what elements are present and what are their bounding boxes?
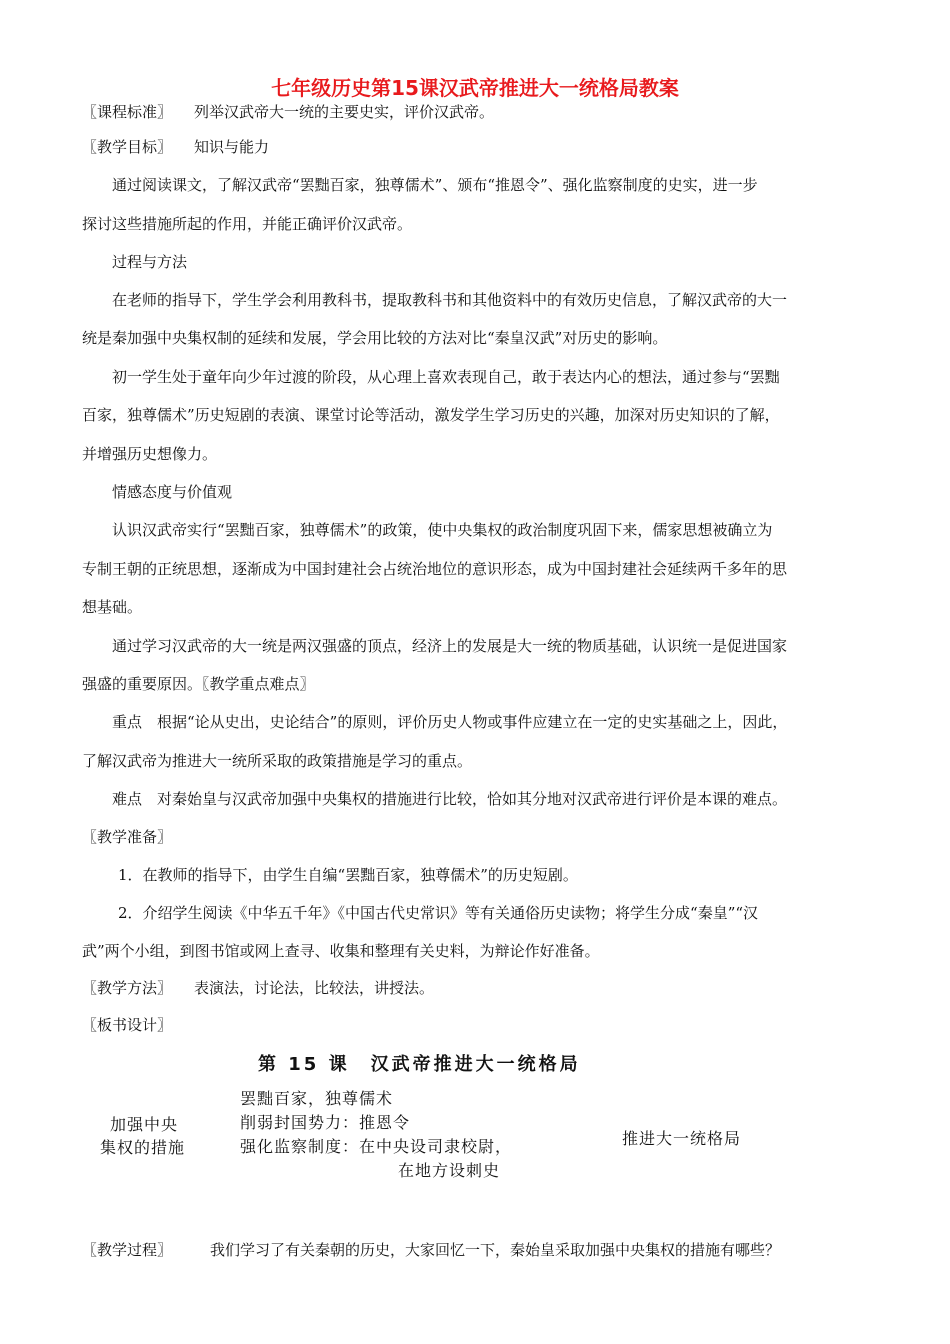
teaching-method-line [82, 977, 434, 999]
teaching-goals-tag: 〖教学目标〗 [82, 138, 173, 156]
paragraph-knowledge-line: 探讨这些措施所起的作用，并能正确评价汉武帝。 [82, 215, 413, 233]
paragraph-unity-line: 强盛的重要原因。〖教学重点难点〗 [82, 675, 315, 693]
board-left-label-line-2: 集权的措施 [100, 1138, 186, 1157]
preparation-item-1: 1．在教师的指导下，由学生自编“罢黜百家，独尊儒术”的历史短剧。 [118, 866, 578, 884]
preparation-item-2-line: 2．介绍学生阅读《中华五千年》《中国古代史常识》等有关通俗历史读物；将学生分成“秦皇”“汉 [118, 904, 759, 922]
teaching-method-text: 表演法，讨论法，比较法，讲授法。 [194, 979, 435, 997]
teaching-process-tag: 〖教学过程〗 [82, 1241, 173, 1259]
board-measure-1: 罢黜百家，独尊儒术 [240, 1089, 394, 1108]
board-design-tag: 〖板书设计〗 [82, 1016, 173, 1034]
paragraph-process-line: 在老师的指导下，学生学会利用教科书，提取教科书和其他资料中的有效历史信息，了解汉武帝的大一 [112, 291, 788, 309]
paragraph-unity-line: 通过学习汉武帝的大一统是两汉强盛的顶点，经济上的发展是大一统的物质基础，认识统一是促进国家 [112, 637, 788, 655]
paragraph-knowledge-line: 通过阅读课文，了解汉武帝“罢黜百家，独尊儒术”、颁布“推恩令”、强化监察制度的史实，进一步 [112, 176, 758, 194]
course-standard-text: 列举汉武帝大一统的主要史实，评价汉武帝。 [194, 103, 495, 121]
teaching-goals-line [82, 136, 269, 158]
paragraph-process-line: 统是秦加强中央集权制的延续和发展，学会用比较的方法对比“秦皇汉武”对历史的影响。 [82, 329, 668, 347]
paragraph-student-line: 初一学生处于童年向少年过渡的阶段，从心理上喜欢表现自己，敢于表达内心的想法，通过参与“罢黜 [112, 368, 780, 386]
board-measure-3-continued: 在地方设刺史 [398, 1161, 501, 1180]
preparation-tag: 〖教学准备〗 [82, 828, 173, 846]
preparation-item-2-line: 武”两个小组，到图书馆或网上查寻、收集和整理有关史料，为辩论作好准备。 [82, 942, 600, 960]
emotion-value-heading: 情感态度与价值观 [112, 483, 233, 501]
paragraph-emotion-line: 认识汉武帝实行“罢黜百家，独尊儒术”的政策，使中央集权的政治制度巩固下来，儒家思想被确立为 [112, 521, 773, 539]
board-title: 第 15 课 汉武帝推进大一统格局 [258, 1054, 581, 1075]
teaching-method-tag: 〖教学方法〗 [82, 979, 173, 997]
document-title: 七年级历史第15课汉武帝推进大一统格局教案 [271, 76, 679, 100]
board-result: 推进大一统格局 [622, 1129, 742, 1148]
key-point-line: 了解汉武帝为推进大一统所采取的政策措施是学习的重点。 [82, 752, 473, 770]
paragraph-emotion-line: 专制王朝的正统思想，逐渐成为中国封建社会占统治地位的意识形态，成为中国封建社会延续两千多年的思 [82, 560, 788, 578]
paragraph-student-line: 并增强历史想像力。 [82, 445, 218, 463]
key-point-line: 重点 根据“论从史出，史论结合”的原则，评价历史人物或事件应建立在一定的史实基础之上，因此， [112, 713, 788, 731]
board-measure-3: 强化监察制度：在中央设司隶校尉， [240, 1137, 513, 1156]
process-method-heading: 过程与方法 [112, 253, 188, 271]
paragraph-emotion-line: 想基础。 [82, 598, 143, 616]
course-standard-line [82, 101, 494, 123]
paragraph-student-line: 百家，独尊儒术”历史短剧的表演、课堂讨论等活动，激发学生学习历史的兴趣，加深对历史知识的了解， [82, 406, 780, 424]
knowledge-ability-heading: 知识与能力 [194, 138, 270, 156]
difficult-point-line: 难点 对秦始皇与汉武帝加强中央集权的措施进行比较，恰如其分地对汉武帝进行评价是本课的难点。 [112, 790, 788, 808]
board-left-label-line-1: 加强中央 [110, 1115, 179, 1134]
board-measure-2: 削弱封国势力：推恩令 [240, 1113, 411, 1132]
teaching-process-text: 我们学习了有关秦朝的历史，大家回忆一下，秦始皇采取加强中央集权的措施有哪些？ [210, 1241, 781, 1259]
course-standard-tag: 〖课程标准〗 [82, 103, 173, 121]
teaching-process-line [82, 1239, 780, 1261]
